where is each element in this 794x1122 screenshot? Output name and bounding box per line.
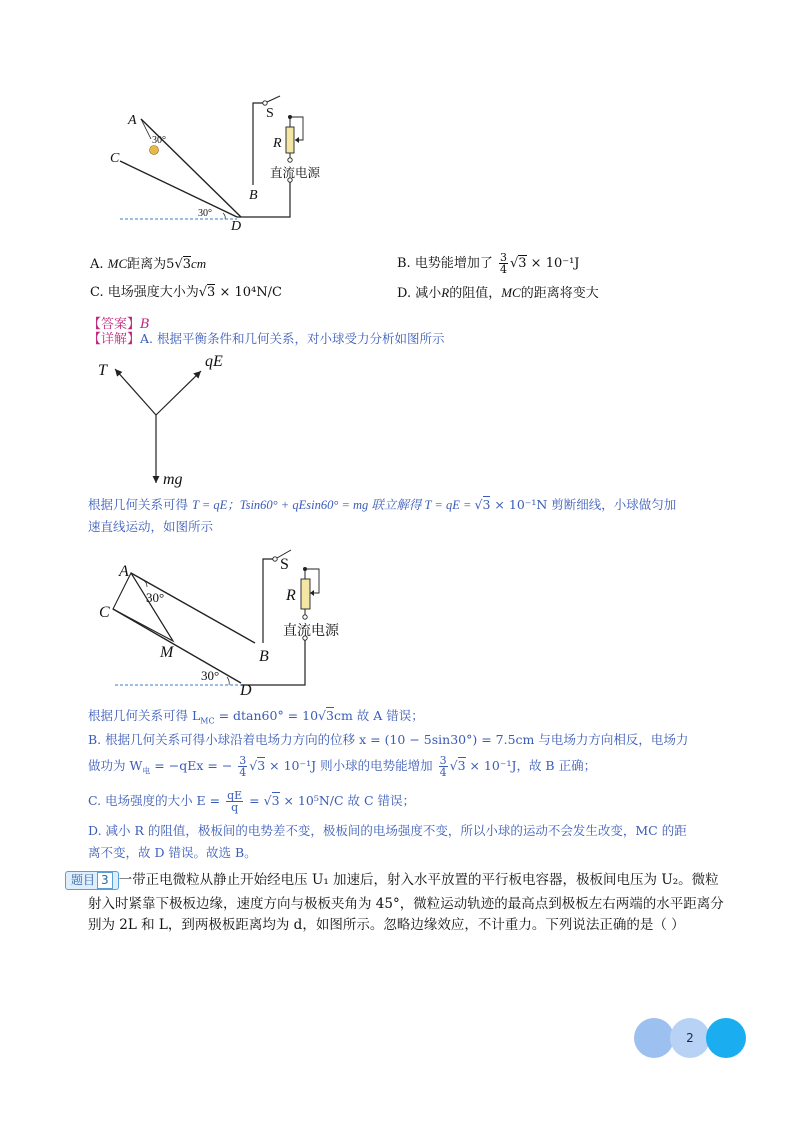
fig2-label-A: A [119,563,129,580]
fig1-label-R: R [273,136,282,151]
question-3-line-2: 射入时紧靠下极板边缘，速度方向与极板夹角为 45°，微粒运动轨迹的最高点到极板左右两端的水平距离分 [88,896,724,912]
charged-ball [150,146,159,155]
fig1-angle-bottom: 30° [198,208,212,219]
detail-line-1: 【详解】A. 根据平衡条件和几何关系，对小球受力分析如图所示 [88,331,445,347]
fig2-upper-plate [131,573,255,643]
fig2-triangle [113,573,173,641]
fig2-label-R: R [286,587,296,604]
exp-line-2: 速直线运动，如图所示 [88,519,214,534]
force-label-mg: mg [163,471,183,488]
tension-arrow [115,369,156,415]
right-plate [120,161,237,217]
force-label-qE: qE [205,353,223,370]
force-label-T: T [98,362,107,379]
question-3-line-3: 别为 2L 和 L，到两极板距离均为 d，如图所示。忽略边缘效应，不计重力。下列说法正确的是（ ） [88,917,685,933]
fig2-label-M: M [160,644,174,661]
fig1-label-S: S [266,106,274,121]
option-D: D. 减小R的阻值，MC的距离将变大 [397,285,599,301]
fig2-label-D: D [240,682,252,699]
fig2-angle-bottom: 30° [201,668,220,683]
answer-line: 【答案】B [88,317,150,332]
exp-line-8: 离不变，故 D 错误。故选 B。 [88,845,257,860]
electric-force-arrow [156,371,201,415]
exp-line-5: 做功为 $W_电 = -qEx$ = − $\frac{3}{4}$ √3 × 10⁻¹J 则小球的电势能增加 $\frac{3}{4}$ √3 × 10⁻¹J，故 B 正确； [88,754,597,779]
force-diagram [95,355,245,490]
exp-line-7: D. 减小 R 的阻值，极板间的电势差不变，极板间的电场强度不变，所以小球的运动不会发生改变，MC 的距 [88,823,687,838]
fig1-label-A: A [128,113,137,128]
page-circle-right [706,1018,746,1058]
fig2-angle-top: 30° [146,590,165,605]
page-circle-left [634,1018,674,1058]
fig1-label-D: D [231,219,242,234]
fig2-power-label: 直流电源 [283,623,339,639]
fig1-angle-top: 30° [152,135,166,146]
page-number: 2 [686,1031,694,1045]
exp-line-3: 根据几何关系可得 $L_{MC} = dtan60^\circ = 10√3cm$ 故 A 错误； [88,708,424,726]
exp-line-6: C. 电场强度的大小 E = $\frac{qE}{q}$ = √3 × 10⁵N/C 故 C 错误； [88,789,416,814]
fig2-lower-plate [113,609,241,683]
fig1-power-label: 直流电源 [270,165,321,180]
exp-line-4: B. 根据几何关系可得小球沿着电场力方向的位移 x = (10 − 5sin30°) = 7.5cm 与电场力方向相反，电场力 [88,732,689,747]
fig2-label-C: C [99,604,110,621]
question-3-line-1: 题目 3 一带正电微粒从静止开始经电压 U₁ 加速后，射入水平放置的平行板电容器，极板间电压为 U₂。微粒 [65,868,719,892]
fig2-label-S: S [280,556,289,573]
fig2-resistor-R [301,579,310,609]
question-badge: 题目 3 [65,871,119,890]
option-B: B. 电势能增加了 $\frac{3}{4}$ √3 × 10⁻¹J [397,251,580,276]
option-A: A. MC距离为5√3cm [90,256,207,272]
fig2-label-B: B [259,648,269,665]
fig1-label-B: B [249,188,258,203]
option-C: C. 电场强度大小为√3 × 10⁴N/C [90,285,282,300]
exp-line-1: 根据几何关系可得 T = qE；Tsin60° + qEsin60° = mg 联立解得 T = qE = √3 × 10⁻¹N 剪断细线，小球做匀加 [88,497,677,512]
resistor-R [286,127,294,153]
fig1-label-C: C [110,151,120,166]
